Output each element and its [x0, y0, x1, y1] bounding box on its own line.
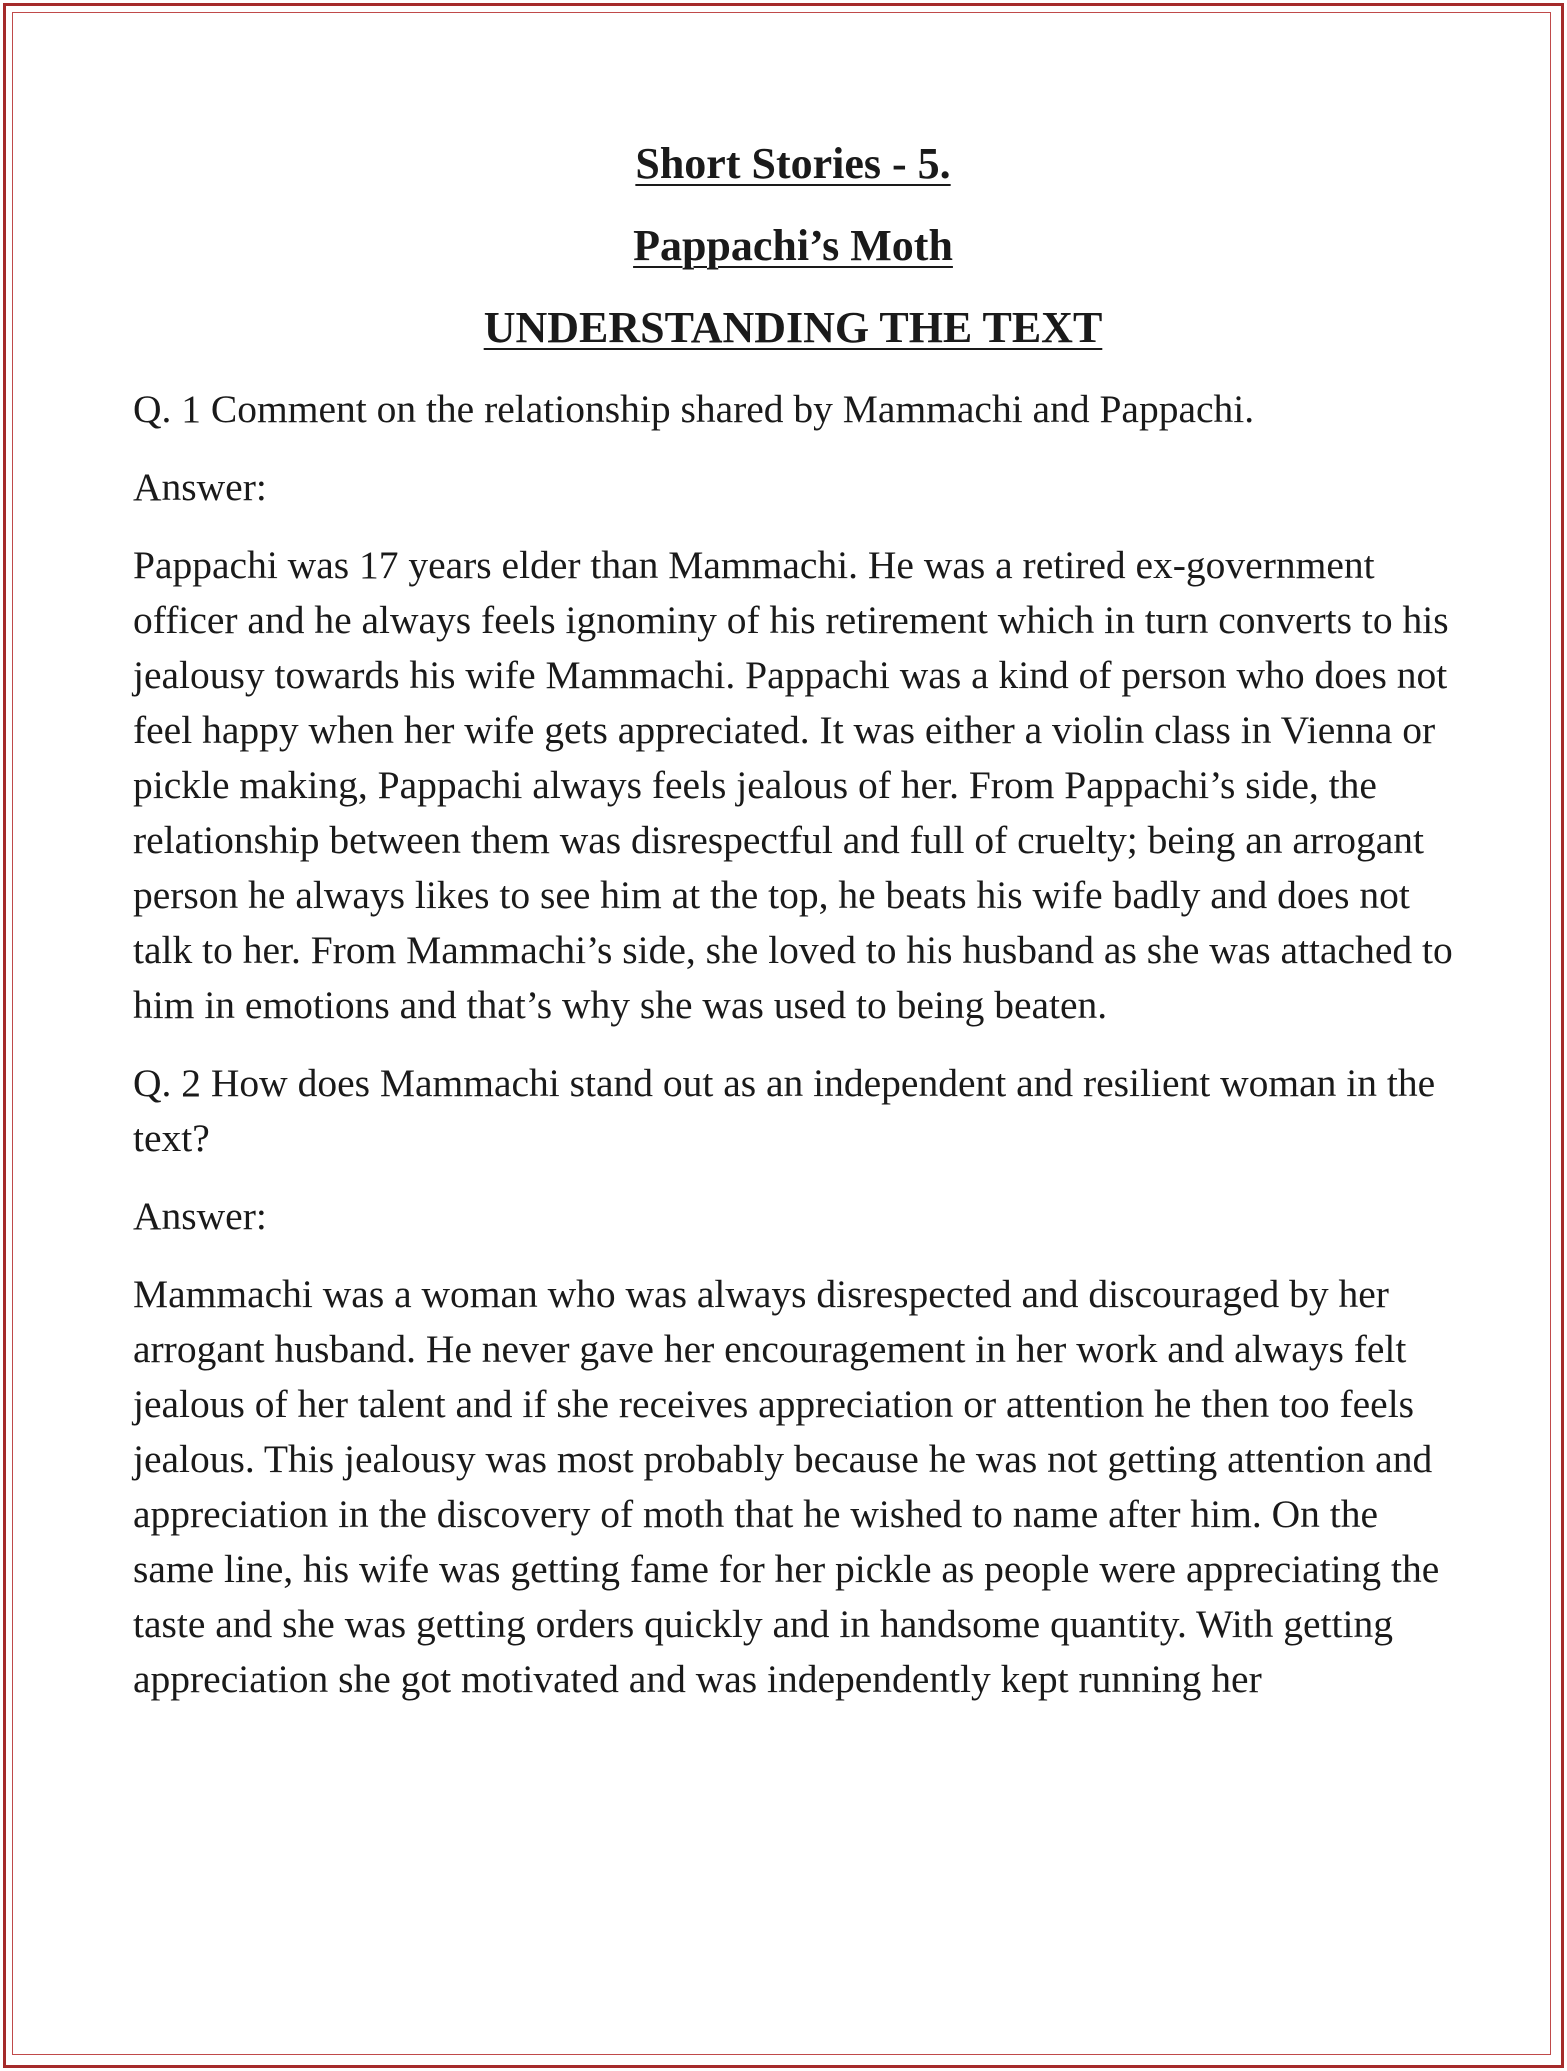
answer-2-label: Answer: [133, 1194, 267, 1238]
answer-2-text: Mammachi was a woman who was always disrespected and discouraged by her arrogant husband. He never gave her encouragement in her work and always felt jealous of her talent and if she receives appreciation or attention he then too feels jealous. This jealousy was most probably because he was not getting attention and appreciation in the discovery of moth that he wished to name after him. On the same line, his wife was getting fame for her pickle as people were appreciating the taste and she was getting orders quickly and in handsome quantity. With getting appreciation she got motivated and was independently kept running her [133, 1272, 1440, 1701]
answer-1-text: Pappachi was 17 years elder than Mammachi. He was a retired ex-government officer and he always feels ignominy of his retirement which in turn converts to his jealousy towards his wife Mammachi. Pappachi was a kind of person who does not feel happy when her wife gets appreciated. It was either a violin class in Vienna or pickle making, Pappachi always feels jealous of her. From Pappachi’s side, the relationship between them was disrespectful and full of cruelty; being an arrogant person he always likes to see him at the top, he beats his wife badly and does not talk to her. From Mammachi’s side, she loved to his husband as she was attached to him in emotions and that’s why she was used to being beaten. [133, 543, 1453, 1027]
question-1: Q. 1 Comment on the relationship shared by Mammachi and Pappachi. [133, 387, 1255, 431]
story-title: Pappachi’s Moth [633, 221, 953, 270]
answer-1-label: Answer: [133, 465, 267, 509]
document-title: Short Stories - 5. [635, 139, 951, 188]
section-heading: UNDERSTANDING THE TEXT [483, 303, 1103, 352]
document-body [133, 136, 1453, 1730]
question-2: Q. 2 How does Mammachi stand out as an independent and resilient woman in the text? [133, 1061, 1436, 1160]
